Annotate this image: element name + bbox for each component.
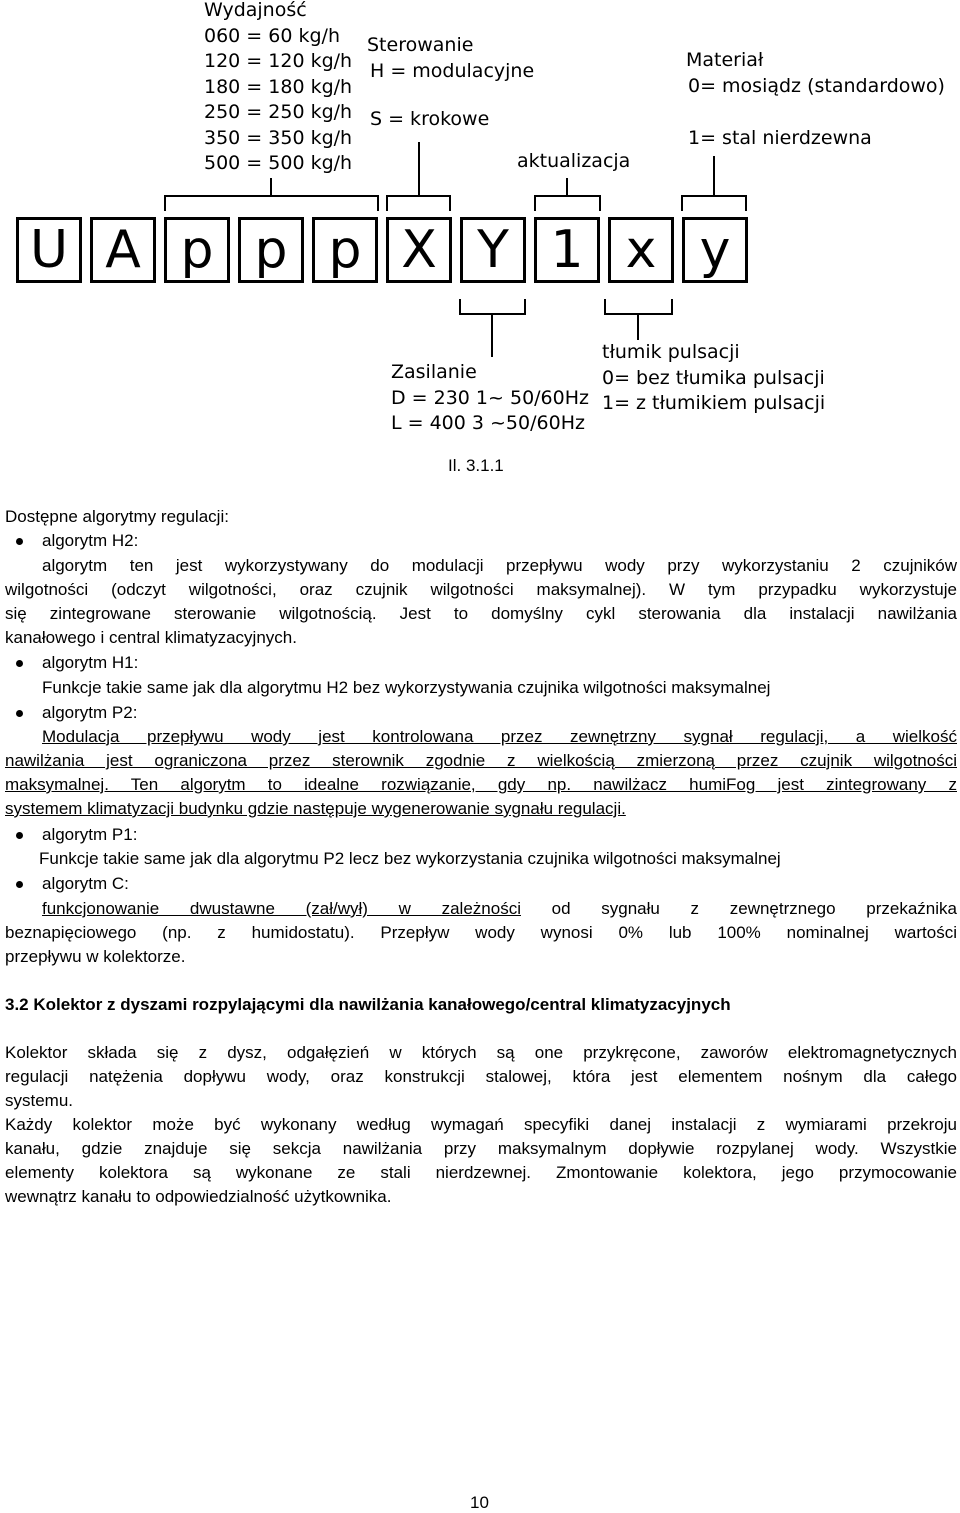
wydajnosc-item: 250 = 250 kg/h bbox=[204, 101, 353, 123]
algorithm-p1-line: Funkcje takie same jak dla algorytmu P2 lecz bez wykorzystania czujnika wilgotności maksymalnej bbox=[39, 849, 781, 868]
page-number: 10 bbox=[470, 1493, 489, 1512]
tlumik-title: tłumik pulsacji bbox=[602, 341, 740, 363]
code-letter-box: 1 bbox=[534, 217, 600, 283]
code-letter-box: U bbox=[16, 217, 82, 283]
sterowanie-item: S = krokowe bbox=[370, 108, 490, 130]
bracket-sterowanie bbox=[387, 196, 450, 211]
tlumik-item: 0= bez tłumika pulsacji bbox=[602, 366, 825, 389]
zasilanie-title: Zasilanie bbox=[391, 361, 477, 383]
algorithm-h1-line: Funkcje takie same jak dla algorytmu H2 bez wykorzystywania czujnika wilgotności maksymalnej bbox=[42, 678, 771, 697]
algorithm-p2-label: algorytm P2: bbox=[42, 703, 138, 722]
algorithm-h2-label: algorytm H2: bbox=[42, 531, 139, 550]
material-item: 1= stal nierdzewna bbox=[688, 127, 872, 149]
algorithm-c-line bbox=[42, 897, 957, 921]
collector-paragraph-line: elementy kolektora są wykonane ze stali nierdzewnej. Zmontowanie kolektora, jego przymocowanie bbox=[5, 1163, 957, 1182]
wydajnosc-item: 180 = 180 kg/h bbox=[204, 75, 353, 98]
collector-paragraph-line: regulacji natężenia dopływu wody, oraz konstrukcji stalowej, która jest elementem nośnym dla całego bbox=[5, 1067, 957, 1086]
code-letter-box: x bbox=[608, 217, 674, 283]
bullet-icon bbox=[16, 538, 23, 545]
algorithm-h2-line: algorytm ten jest wykorzystywany do modulacji przepływu wody przy wykorzystaniu 2 czujników bbox=[42, 556, 957, 575]
tlumik-block bbox=[602, 340, 825, 417]
code-letter-box: p bbox=[164, 217, 230, 283]
bullet-icon bbox=[16, 710, 23, 717]
section-title: 3.2 Kolektor z dyszami rozpylającymi dla nawilżania kanałowego/central klimatyzacyjnych bbox=[5, 995, 731, 1014]
bracket-zasilanie bbox=[460, 299, 525, 314]
section-heading bbox=[5, 993, 957, 1017]
code-letter-box: Y bbox=[460, 217, 526, 283]
algorithm-p2-line: nawilżania jest ograniczona przez sterownik zgodnie z wielkością zmierzoną przez czujnik wilgotności bbox=[5, 751, 957, 770]
zasilanie-item: L = 400 3 ~50/60Hz bbox=[391, 412, 585, 434]
material-item: 0= mosiądz (standardowo) bbox=[688, 74, 945, 97]
bracket-tlumik bbox=[605, 299, 672, 314]
wydajnosc-item: 120 = 120 kg/h bbox=[204, 50, 353, 72]
code-letter-box: y bbox=[682, 217, 748, 283]
algorithm-h2-line: się zintegrowane sterowanie wilgotnością. Jest to domyślny cykl sterowania dla instalacji nawilżania bbox=[5, 604, 957, 623]
algorithm-p2-line: systemem klimatyzacji budynku gdzie następuje wygenerowanie sygnału regulacji. bbox=[5, 799, 626, 818]
aktualizacja-label: aktualizacja bbox=[517, 150, 631, 172]
zasilanie-item: D = 230 1~ 50/60Hz bbox=[391, 386, 589, 409]
wydajnosc-item: 500 = 500 kg/h bbox=[204, 152, 353, 174]
algorithm-h2-line: wilgotności (odczyt wilgotności, oraz czujnik wilgotności maksymalnej). W tym przypadku wykorzystuje bbox=[5, 580, 957, 599]
algorithm-h2-line: kanałowego i central klimatyzacyjnych. bbox=[5, 628, 297, 647]
algorithm-p1-label: algorytm P1: bbox=[42, 825, 138, 844]
bracket-aktualizacja bbox=[535, 196, 600, 211]
figure-caption: Il. 3.1.1 bbox=[448, 456, 504, 475]
wydajnosc-title: Wydajność bbox=[204, 0, 307, 21]
sterowanie-item: H = modulacyjne bbox=[370, 59, 535, 82]
sterowanie-title: Sterowanie bbox=[367, 34, 474, 56]
algorithm-p2-line: maksymalnej. Ten algorytm to idealne rozwiązanie, gdy np. nawilżacz humiFog jest zintegrowany z bbox=[5, 775, 957, 794]
collector-paragraph-line: wewnątrz kanału to odpowiedzialność użytkownika. bbox=[5, 1187, 392, 1206]
collector-paragraph-line: systemu. bbox=[5, 1091, 74, 1110]
code-letter-box: p bbox=[312, 217, 378, 283]
code-letter-box: A bbox=[90, 217, 156, 283]
algorithm-c-label: algorytm C: bbox=[42, 874, 129, 893]
code-letter-box: X bbox=[386, 217, 452, 283]
algorithm-p2-line: Modulacja przepływu wody jest kontrolowana przez zewnętrzny sygnał regulacji, a wielkość bbox=[42, 727, 957, 746]
wydajnosc-item: 060 = 60 kg/h bbox=[204, 24, 340, 47]
material-title: Materiał bbox=[686, 49, 764, 71]
tlumik-item: 1= z tłumikiem pulsacji bbox=[602, 392, 826, 414]
zasilanie-block bbox=[391, 360, 589, 437]
collector-paragraph-line: Kolektor składa się z dysz, odgałęzień w których są one przykręcone, zaworów elektromagnetycznych bbox=[5, 1043, 957, 1062]
wydajnosc-item: 350 = 350 kg/h bbox=[204, 126, 353, 149]
algorithm-c-line: beznapięciowego (np. z humidostatu). Przepływ wody wynosi 0% lub 100% nominalnej wartości bbox=[5, 923, 957, 942]
algorithm-c-line: przepływu w kolektorze. bbox=[5, 947, 186, 966]
bracket-material bbox=[682, 196, 746, 211]
bullet-icon bbox=[16, 660, 23, 667]
algorithm-c-underlined: funkcjonowanie dwustawne (zał/wył) w zależności bbox=[42, 899, 521, 918]
bullet-icon bbox=[16, 832, 23, 839]
intro-text: Dostępne algorytmy regulacji: bbox=[5, 507, 229, 526]
algorithm-h1-label: algorytm H1: bbox=[42, 653, 139, 672]
code-letter-box: p bbox=[238, 217, 304, 283]
bracket-wydajnosc bbox=[165, 196, 378, 211]
algorithm-c-rest: od sygnału z zewnętrznego przekaźnika bbox=[520, 899, 957, 918]
collector-paragraph-line: kanału, gdzie znajduje się sekcja nawilżania przy maksymalnym dopływie rozpylanej wody. Wszystkie bbox=[5, 1139, 957, 1158]
collector-paragraph-line: Każdy kolektor może być wykonany według wymagań specyfiki danej instalacji z wymiarami przekroju bbox=[5, 1115, 957, 1134]
bullet-icon bbox=[16, 881, 23, 888]
